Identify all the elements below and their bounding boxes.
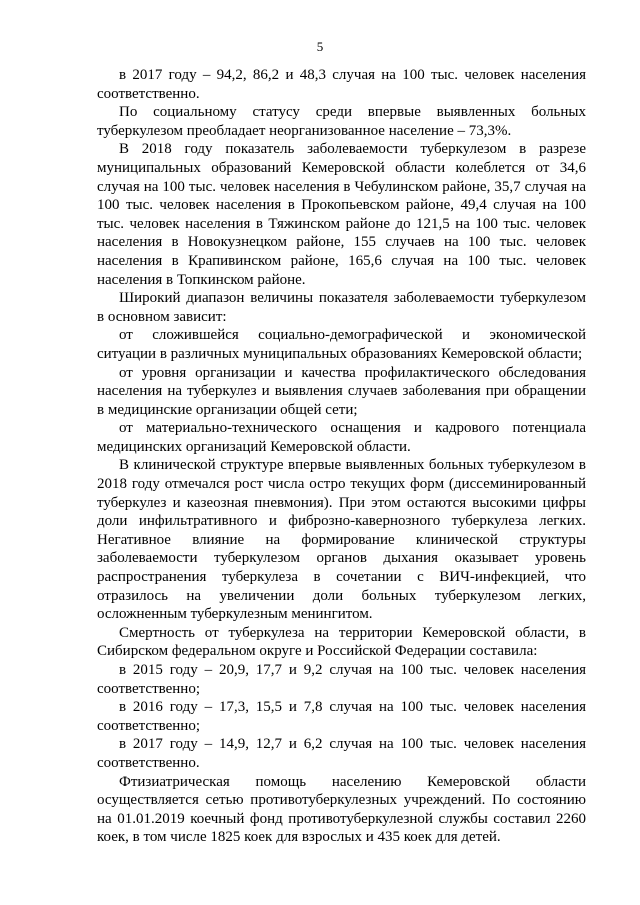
paragraph-mortality-2016: в 2016 году – 17,3, 15,5 и 7,8 случая на 100 тыс. человек населения соответственно;: [97, 699, 586, 734]
paragraph-clinical-structure: В клинической структуре впервые выявленных больных туберкулезом в 2018 году отмечался рост числа остро текущих форм (диссеминированный туберкулез и казеозная пневмония). При этом остаются высокими цифры доли инфильтративного и фиброзно-кавернозного туберкулеза легких. Негативное влияние на формирование клинической структуры заболеваемости туберкулезом органов дыхания оказывает уровень распространения туберкулеза в сочетании с ВИЧ-инфекцией, что отразилось на увеличении доли больных туберкулезом легких, осложненным туберкулезным менингитом.: [97, 457, 586, 623]
document-body: [97, 66, 586, 847]
paragraph-factor-socio-demographic: от сложившейся социально-демографической и экономической ситуации в различных муниципальных образованиях Кемеровской области;: [97, 327, 586, 362]
paragraph-mortality-2017: в 2017 году – 14,9, 12,7 и 6,2 случая на 100 тыс. человек населения соответственно.: [97, 736, 586, 771]
paragraph-municipal-incidence: В 2018 году показатель заболеваемости туберкулезом в разрезе муниципальных образований Кемеровской области колеблется от 34,6 случая на 100 тыс. человек населения в Чебулинском районе, 35,7 случая на 100 тыс. человек населения в Прокопьевском районе, 49,4 случая на 100 тыс. человек населения в Тяжинском районе до 121,5 на 100 тыс. человек населения в Новокузнецком районе, 155 случаев на 100 тыс. человек населения в Крапивинском районе, 165,6 случая на 100 тыс. человек населения в Топкинском районе.: [97, 141, 586, 288]
page-number: 5: [316, 39, 324, 54]
paragraph-mortality-2015: в 2015 году – 20,9, 17,7 и 9,2 случая на 100 тыс. человек населения соответственно;: [97, 662, 586, 697]
paragraph-phthisiatric-care: Фтизиатрическая помощь населению Кемеровской области осуществляется сетью противотуберкулезных учреждений. По состоянию на 01.01.2019 коечный фонд противотуберкулезной службы составил 2260 коек, в том числе 1825 коек для взрослых и 435 коек для детей.: [97, 773, 586, 846]
paragraph-2017-incidence: в 2017 году – 94,2, 86,2 и 48,3 случая на 100 тыс. человек населения соответственно.: [97, 67, 586, 102]
paragraph-factor-screening: от уровня организации и качества профилактического обследования населения на туберкулез и выявления случаев заболевания при обращении в медицинские организации общей сети;: [97, 364, 586, 418]
paragraph-social-status: По социальному статусу среди впервые выявленных больных туберкулезом преобладает неорганизованное население – 73,3%.: [97, 104, 586, 139]
paragraph-mortality-intro: Смертность от туберкулеза на территории Кемеровской области, в Сибирском федеральном округе и Российской Федерации составила:: [97, 624, 586, 660]
paragraph-range-intro: Широкий диапазон величины показателя заболеваемости туберкулезом в основном зависит:: [97, 290, 586, 325]
paragraph-factor-resources: от материально-технического оснащения и кадрового потенциала медицинских организаций Кемеровской области.: [97, 420, 586, 455]
